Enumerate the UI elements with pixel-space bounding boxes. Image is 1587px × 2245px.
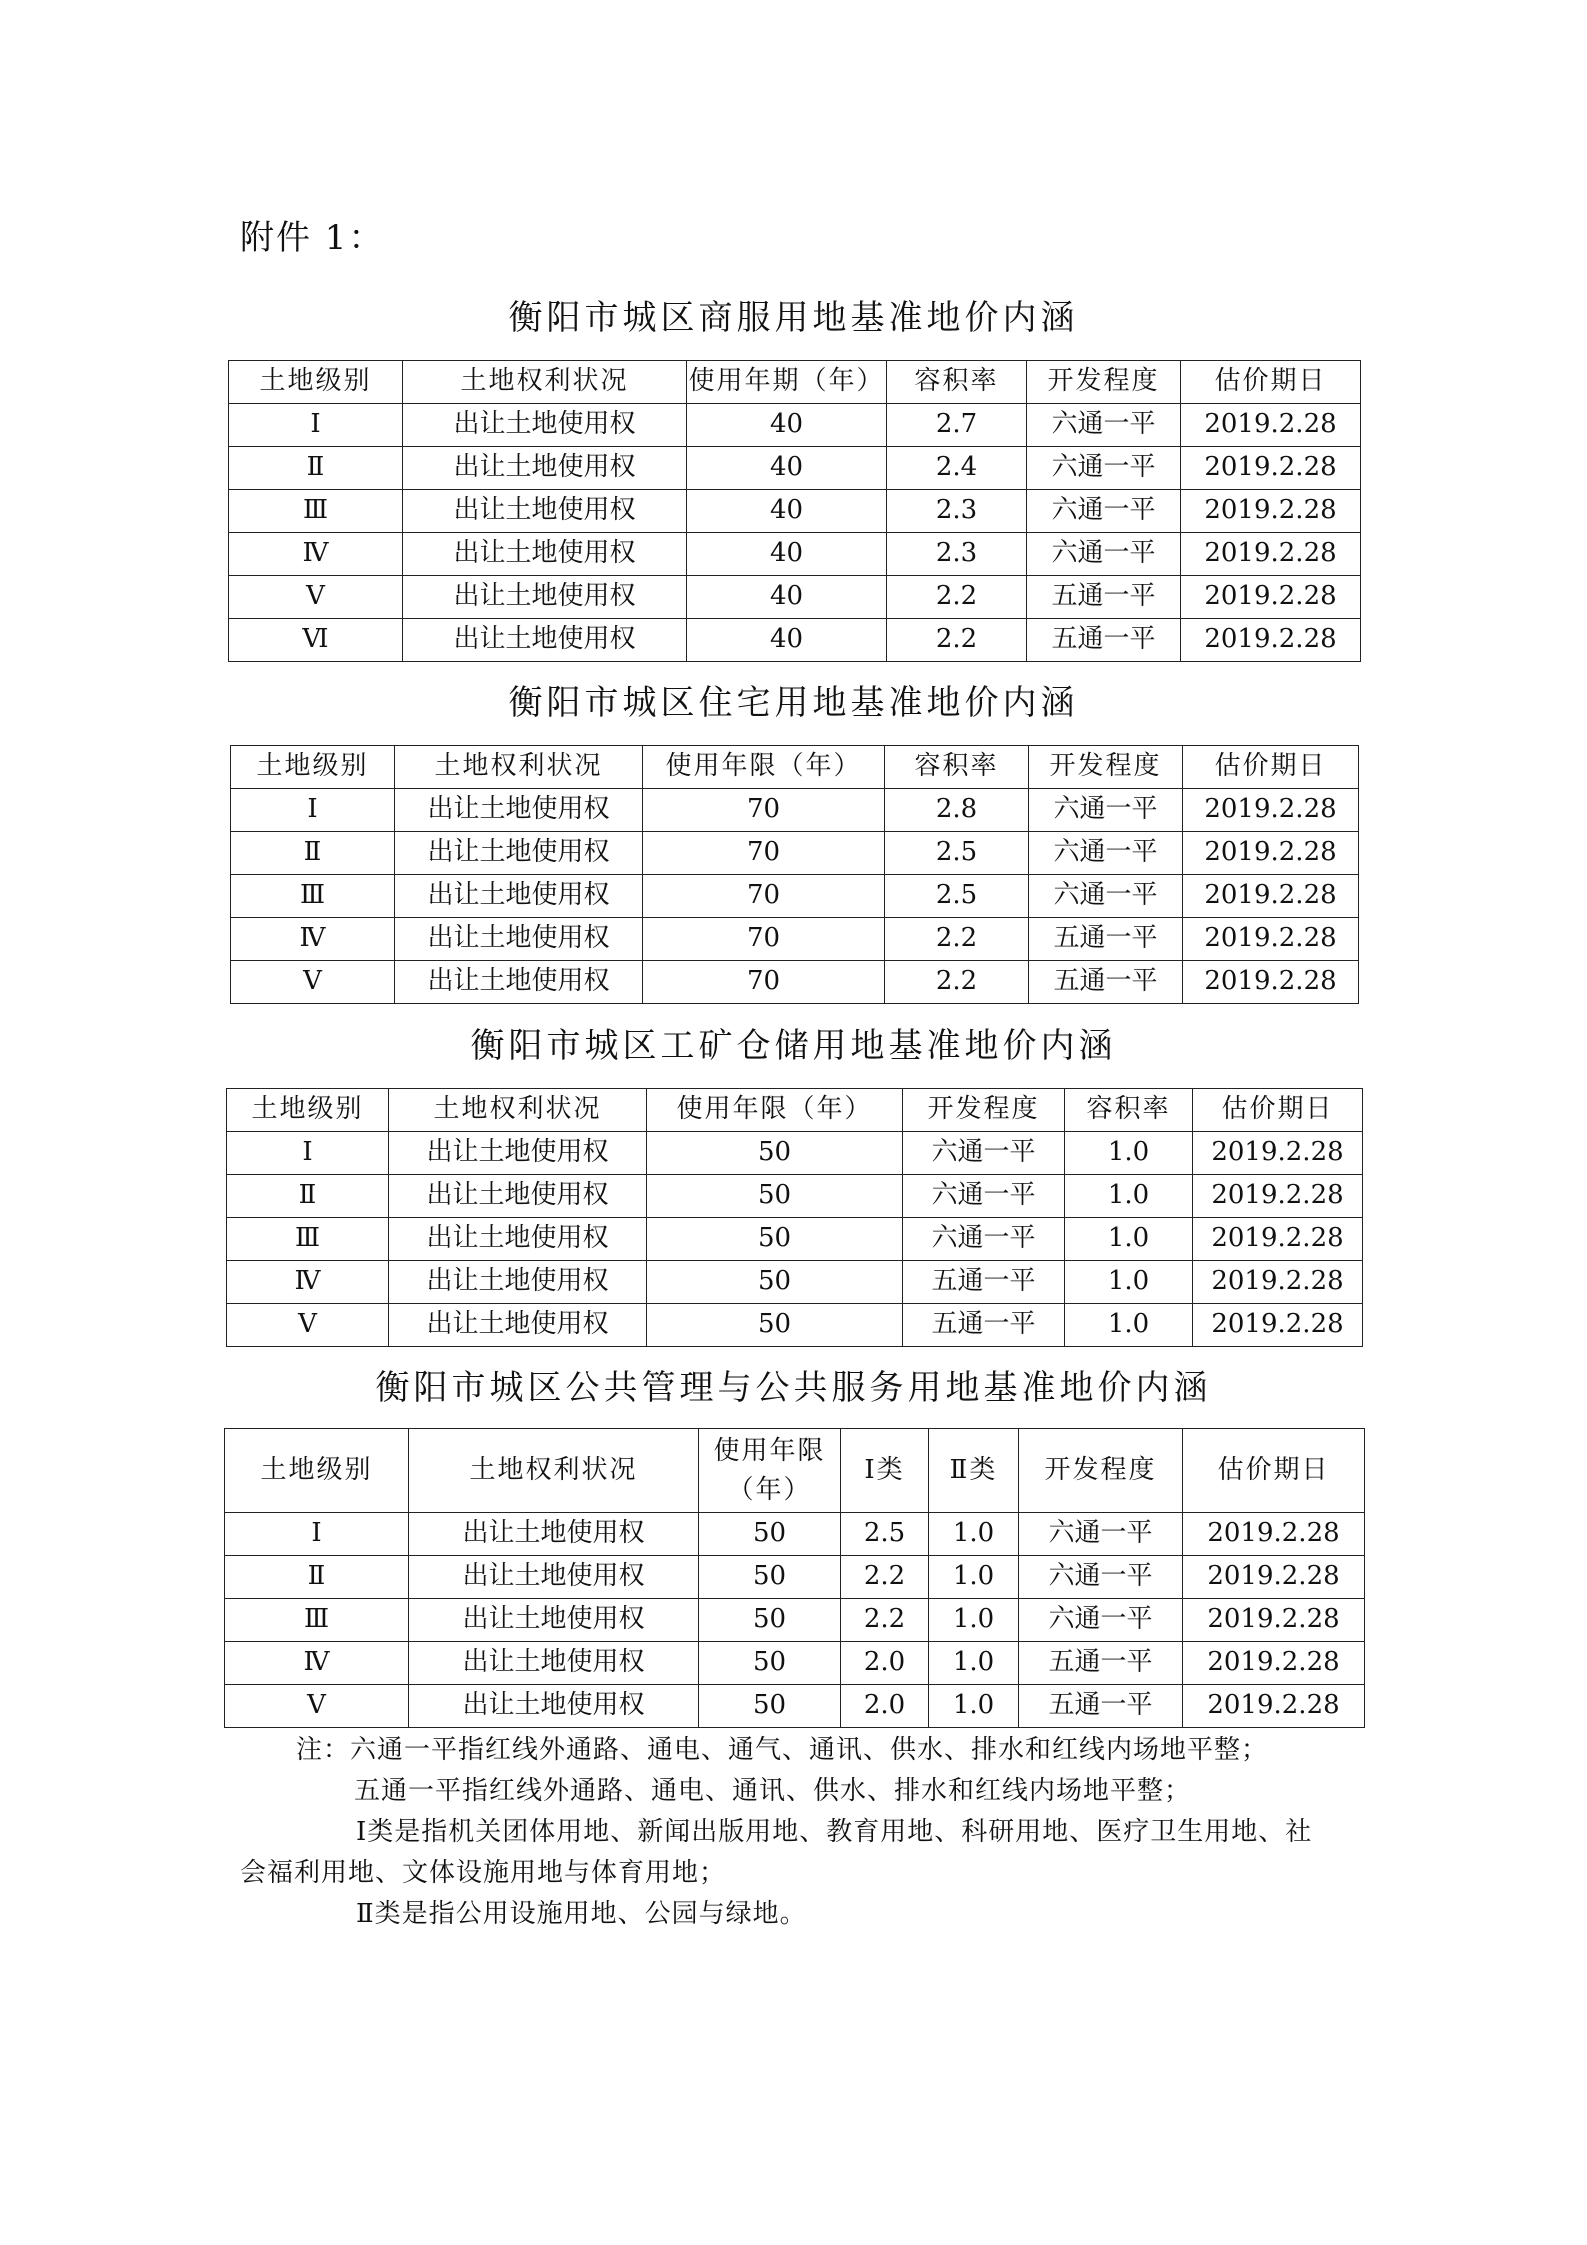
table-cell: Ⅱ bbox=[229, 447, 403, 490]
table-cell: 2019.2.28 bbox=[1193, 1175, 1363, 1218]
table-cell: 2.2 bbox=[887, 576, 1027, 619]
header-cell: 土地权利状况 bbox=[409, 1429, 699, 1513]
notes bbox=[240, 1730, 1350, 1935]
table-cell: 1.0 bbox=[929, 1642, 1019, 1685]
table-cell: 2019.2.28 bbox=[1183, 1599, 1365, 1642]
public-land-table bbox=[224, 1428, 1365, 1728]
table-cell: 出让土地使用权 bbox=[403, 533, 687, 576]
table-cell: 70 bbox=[643, 875, 885, 918]
table-cell: 2019.2.28 bbox=[1183, 1685, 1365, 1728]
table-cell: 70 bbox=[643, 961, 885, 1004]
table-cell: 六通一平 bbox=[1029, 875, 1183, 918]
note-line: Ⅱ类是指公用设施用地、公园与绿地。 bbox=[356, 1899, 807, 1929]
table-cell: 六通一平 bbox=[903, 1218, 1065, 1261]
table-cell: 2.2 bbox=[841, 1599, 929, 1642]
header-cell: 土地级别 bbox=[229, 361, 403, 404]
table-row bbox=[231, 961, 1359, 1004]
header-cell: 使用年期（年） bbox=[687, 361, 887, 404]
table-cell: 2.0 bbox=[841, 1685, 929, 1728]
table-cell: 2.0 bbox=[841, 1642, 929, 1685]
table-cell: 50 bbox=[647, 1218, 903, 1261]
table-cell: 70 bbox=[643, 832, 885, 875]
header-cell: 估价期日 bbox=[1183, 1429, 1365, 1513]
residential-land-table bbox=[230, 745, 1359, 1004]
table-cell: 50 bbox=[647, 1261, 903, 1304]
table-cell: 2019.2.28 bbox=[1183, 875, 1359, 918]
header-cell: 土地权利状况 bbox=[389, 1089, 647, 1132]
header-cell: 使用年限（年） bbox=[647, 1089, 903, 1132]
table-row bbox=[231, 875, 1359, 918]
table-cell: 五通一平 bbox=[1027, 619, 1181, 662]
table-cell: 40 bbox=[687, 619, 887, 662]
header-cell: 土地权利状况 bbox=[395, 746, 643, 789]
commercial-land-table bbox=[228, 360, 1361, 662]
table-row bbox=[227, 1304, 1363, 1347]
table-cell: 2.2 bbox=[885, 918, 1029, 961]
note-line: Ⅰ类是指机关团体用地、新闻出版用地、教育用地、科研用地、医疗卫生用地、社 bbox=[356, 1817, 1313, 1847]
table-cell: 出让土地使用权 bbox=[395, 832, 643, 875]
table-cell: 50 bbox=[699, 1685, 841, 1728]
header-row bbox=[227, 1089, 1363, 1132]
table-cell: 2.4 bbox=[887, 447, 1027, 490]
table-cell: 2019.2.28 bbox=[1181, 447, 1361, 490]
table-cell: 40 bbox=[687, 490, 887, 533]
table-cell: Ⅴ bbox=[229, 576, 403, 619]
table-cell: 出让土地使用权 bbox=[389, 1218, 647, 1261]
table-cell: 六通一平 bbox=[1019, 1599, 1183, 1642]
table-cell: Ⅴ bbox=[227, 1304, 389, 1347]
table-cell: 五通一平 bbox=[903, 1304, 1065, 1347]
note-line: 会福利用地、文体设施用地与体育用地； bbox=[240, 1858, 727, 1888]
table-row bbox=[229, 576, 1361, 619]
table-title-industrial: 衡阳市城区工矿仓储用地基准地价内涵 bbox=[470, 1026, 1117, 1066]
table-cell: 1.0 bbox=[1065, 1175, 1193, 1218]
table-cell: Ⅲ bbox=[225, 1599, 409, 1642]
table-title-residential: 衡阳市城区住宅用地基准地价内涵 bbox=[508, 683, 1079, 723]
table-cell: Ⅴ bbox=[231, 961, 395, 1004]
table-cell: 五通一平 bbox=[903, 1261, 1065, 1304]
table-row bbox=[227, 1218, 1363, 1261]
header-cell: 估价期日 bbox=[1181, 361, 1361, 404]
table-cell: 2.3 bbox=[887, 533, 1027, 576]
header-cell: 土地级别 bbox=[225, 1429, 409, 1513]
table-cell: 1.0 bbox=[1065, 1304, 1193, 1347]
table-cell: 50 bbox=[699, 1599, 841, 1642]
table-cell: 1.0 bbox=[929, 1685, 1019, 1728]
table-cell: 六通一平 bbox=[1027, 447, 1181, 490]
table-cell: 出让土地使用权 bbox=[409, 1513, 699, 1556]
table-row bbox=[229, 404, 1361, 447]
table-cell: 六通一平 bbox=[1029, 789, 1183, 832]
table-cell: 2.2 bbox=[887, 619, 1027, 662]
table-cell: 2.2 bbox=[841, 1556, 929, 1599]
table-cell: 1.0 bbox=[1065, 1261, 1193, 1304]
table-cell: 1.0 bbox=[929, 1556, 1019, 1599]
table-row bbox=[225, 1556, 1365, 1599]
header-cell: 开发程度 bbox=[1027, 361, 1181, 404]
table-cell: Ⅰ bbox=[231, 789, 395, 832]
table-cell: 2019.2.28 bbox=[1183, 1513, 1365, 1556]
table-cell: 2.2 bbox=[885, 961, 1029, 1004]
table-cell: 2019.2.28 bbox=[1193, 1132, 1363, 1175]
table-cell: 出让土地使用权 bbox=[409, 1599, 699, 1642]
table-cell: 六通一平 bbox=[903, 1132, 1065, 1175]
table-cell: 2019.2.28 bbox=[1193, 1261, 1363, 1304]
table-cell: 五通一平 bbox=[1029, 961, 1183, 1004]
table-cell: 40 bbox=[687, 447, 887, 490]
table-cell: 出让土地使用权 bbox=[409, 1556, 699, 1599]
table-cell: 2019.2.28 bbox=[1183, 918, 1359, 961]
table-cell: 六通一平 bbox=[903, 1175, 1065, 1218]
header-cell: 土地级别 bbox=[227, 1089, 389, 1132]
table-row bbox=[231, 832, 1359, 875]
table-cell: 2019.2.28 bbox=[1193, 1304, 1363, 1347]
table-cell: 2019.2.28 bbox=[1181, 619, 1361, 662]
table-cell: 出让土地使用权 bbox=[409, 1642, 699, 1685]
table-cell: Ⅴ bbox=[225, 1685, 409, 1728]
table-cell: 出让土地使用权 bbox=[389, 1261, 647, 1304]
table-cell: 50 bbox=[699, 1556, 841, 1599]
table-cell: 五通一平 bbox=[1027, 576, 1181, 619]
table-cell: 2.5 bbox=[885, 832, 1029, 875]
table-cell: 出让土地使用权 bbox=[389, 1132, 647, 1175]
table-cell: Ⅱ bbox=[231, 832, 395, 875]
header-row bbox=[229, 361, 1361, 404]
table-cell: 2019.2.28 bbox=[1183, 1642, 1365, 1685]
table-cell: 五通一平 bbox=[1019, 1685, 1183, 1728]
table-cell: 出让土地使用权 bbox=[403, 447, 687, 490]
table-cell: 五通一平 bbox=[1019, 1642, 1183, 1685]
header-cell: 开发程度 bbox=[903, 1089, 1065, 1132]
header-row bbox=[225, 1429, 1365, 1513]
table-cell: Ⅳ bbox=[227, 1261, 389, 1304]
table-cell: Ⅱ bbox=[227, 1175, 389, 1218]
table-body bbox=[227, 1089, 1363, 1347]
header-cell: 开发程度 bbox=[1029, 746, 1183, 789]
table-cell: 2019.2.28 bbox=[1181, 533, 1361, 576]
table-cell: 2019.2.28 bbox=[1183, 832, 1359, 875]
table-cell: 2019.2.28 bbox=[1183, 1556, 1365, 1599]
table-cell: 2019.2.28 bbox=[1193, 1218, 1363, 1261]
table-cell: 出让土地使用权 bbox=[395, 875, 643, 918]
table-cell: 六通一平 bbox=[1027, 404, 1181, 447]
table-title-commercial: 衡阳市城区商服用地基准地价内涵 bbox=[508, 298, 1079, 338]
header-cell: 容积率 bbox=[1065, 1089, 1193, 1132]
header-cell: 使用年限（年） bbox=[699, 1429, 841, 1513]
table-cell: 六通一平 bbox=[1027, 490, 1181, 533]
table-row bbox=[229, 533, 1361, 576]
table-cell: 50 bbox=[699, 1642, 841, 1685]
table-row bbox=[225, 1513, 1365, 1556]
table-cell: Ⅲ bbox=[231, 875, 395, 918]
table-cell: 40 bbox=[687, 576, 887, 619]
table-cell: 出让土地使用权 bbox=[395, 789, 643, 832]
header-cell: Ⅱ类 bbox=[929, 1429, 1019, 1513]
table-body bbox=[229, 361, 1361, 662]
header-cell: 土地级别 bbox=[231, 746, 395, 789]
table-body bbox=[231, 746, 1359, 1004]
table-cell: 70 bbox=[643, 789, 885, 832]
table-cell: 出让土地使用权 bbox=[403, 404, 687, 447]
table-cell: 2.3 bbox=[887, 490, 1027, 533]
header-cell: 容积率 bbox=[887, 361, 1027, 404]
table-row bbox=[225, 1642, 1365, 1685]
table-cell: Ⅵ bbox=[229, 619, 403, 662]
table-cell: 1.0 bbox=[1065, 1218, 1193, 1261]
table-cell: 六通一平 bbox=[1029, 832, 1183, 875]
table-row bbox=[225, 1599, 1365, 1642]
header-cell: 土地权利状况 bbox=[403, 361, 687, 404]
table-cell: 50 bbox=[647, 1132, 903, 1175]
table-cell: Ⅲ bbox=[229, 490, 403, 533]
table-cell: 出让土地使用权 bbox=[395, 918, 643, 961]
table-cell: 2019.2.28 bbox=[1181, 576, 1361, 619]
table-row bbox=[227, 1132, 1363, 1175]
header-row bbox=[231, 746, 1359, 789]
table-cell: 出让土地使用权 bbox=[395, 961, 643, 1004]
table-body bbox=[225, 1429, 1365, 1728]
table-cell: 2.5 bbox=[885, 875, 1029, 918]
table-cell: 50 bbox=[647, 1175, 903, 1218]
attachment-label: 附件 1： bbox=[240, 218, 385, 258]
table-cell: Ⅳ bbox=[225, 1642, 409, 1685]
table-cell: 2019.2.28 bbox=[1181, 404, 1361, 447]
table-cell: 六通一平 bbox=[1027, 533, 1181, 576]
table-cell: 六通一平 bbox=[1019, 1513, 1183, 1556]
table-cell: 1.0 bbox=[1065, 1132, 1193, 1175]
table-cell: Ⅱ bbox=[225, 1556, 409, 1599]
table-cell: 40 bbox=[687, 533, 887, 576]
table-cell: 出让土地使用权 bbox=[403, 490, 687, 533]
table-cell: 50 bbox=[699, 1513, 841, 1556]
header-cell: 估价期日 bbox=[1193, 1089, 1363, 1132]
note-line: 五通一平指红线外通路、通电、通讯、供水、排水和红线内场地平整； bbox=[354, 1776, 1192, 1806]
table-cell: 六通一平 bbox=[1019, 1556, 1183, 1599]
table-cell: Ⅳ bbox=[229, 533, 403, 576]
table-cell: 70 bbox=[643, 918, 885, 961]
table-cell: 出让土地使用权 bbox=[389, 1175, 647, 1218]
table-row bbox=[227, 1175, 1363, 1218]
table-cell: 2019.2.28 bbox=[1181, 490, 1361, 533]
table-cell: 40 bbox=[687, 404, 887, 447]
table-cell: 1.0 bbox=[929, 1513, 1019, 1556]
table-cell: 2.7 bbox=[887, 404, 1027, 447]
table-row bbox=[231, 789, 1359, 832]
table-cell: 2.8 bbox=[885, 789, 1029, 832]
table-cell: 出让土地使用权 bbox=[409, 1685, 699, 1728]
table-cell: 出让土地使用权 bbox=[403, 619, 687, 662]
table-cell: Ⅲ bbox=[227, 1218, 389, 1261]
table-row bbox=[231, 918, 1359, 961]
table-cell: 2019.2.28 bbox=[1183, 961, 1359, 1004]
header-cell: Ⅰ类 bbox=[841, 1429, 929, 1513]
table-row bbox=[229, 619, 1361, 662]
table-row bbox=[229, 490, 1361, 533]
table-row bbox=[225, 1685, 1365, 1728]
table-cell: 2.5 bbox=[841, 1513, 929, 1556]
header-cell: 使用年限（年） bbox=[643, 746, 885, 789]
header-cell: 估价期日 bbox=[1183, 746, 1359, 789]
table-cell: Ⅳ bbox=[231, 918, 395, 961]
table-cell: 出让土地使用权 bbox=[389, 1304, 647, 1347]
table-title-public: 衡阳市城区公共管理与公共服务用地基准地价内涵 bbox=[375, 1368, 1212, 1408]
table-cell: 50 bbox=[647, 1304, 903, 1347]
table-cell: 出让土地使用权 bbox=[403, 576, 687, 619]
table-row bbox=[229, 447, 1361, 490]
note-line: 注：六通一平指红线外通路、通电、通气、通讯、供水、排水和红线内场地平整； bbox=[296, 1735, 1269, 1765]
table-cell: 五通一平 bbox=[1029, 918, 1183, 961]
table-row bbox=[227, 1261, 1363, 1304]
industrial-land-table bbox=[226, 1088, 1363, 1347]
header-cell: 容积率 bbox=[885, 746, 1029, 789]
header-cell: 开发程度 bbox=[1019, 1429, 1183, 1513]
table-cell: Ⅰ bbox=[225, 1513, 409, 1556]
table-cell: 1.0 bbox=[929, 1599, 1019, 1642]
table-cell: Ⅰ bbox=[229, 404, 403, 447]
table-cell: Ⅰ bbox=[227, 1132, 389, 1175]
table-cell: 2019.2.28 bbox=[1183, 789, 1359, 832]
